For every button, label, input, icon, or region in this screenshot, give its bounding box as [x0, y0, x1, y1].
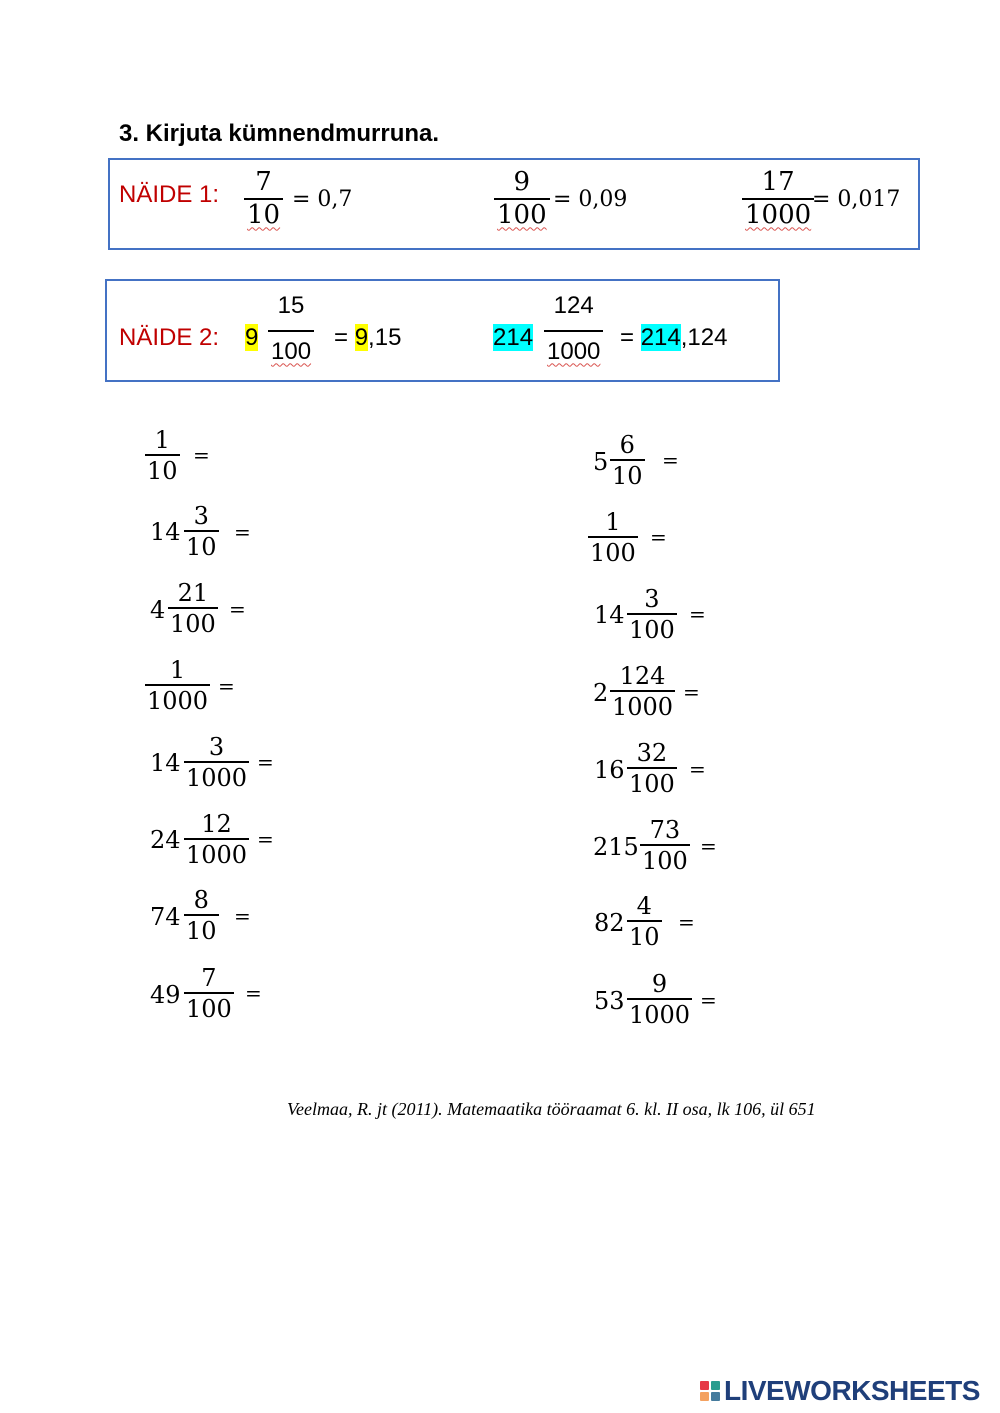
fraction: 1 10	[147, 426, 178, 485]
equals-sign: =	[650, 525, 667, 549]
example-2-fraction-2: 124 1000	[544, 294, 603, 364]
example-1-result-3: = 0,017	[812, 187, 901, 212]
example-1-fraction-3: 17 1000	[742, 169, 814, 228]
whole-number: 5	[593, 448, 609, 476]
logo-mark-icon	[700, 1381, 720, 1401]
whole-number: 14	[594, 601, 625, 629]
equals-sign: =	[229, 597, 246, 621]
exercise-title: 3. Kirjuta kümnendmurruna.	[119, 120, 440, 147]
fraction: 32 100	[629, 739, 675, 798]
whole-number: 14	[150, 749, 181, 777]
example-2-whole-1: 9	[245, 324, 259, 351]
whole-number: 82	[594, 909, 625, 937]
equals-sign: =	[245, 981, 262, 1005]
example-2-whole-2: 214	[493, 324, 534, 351]
fraction: 3 10	[186, 502, 217, 561]
source-citation: Veelmaa, R. jt (2011). Matemaatika tööraamat 6. kl. II osa, lk 106, ül 651	[287, 1099, 816, 1119]
equals-sign: =	[234, 904, 251, 928]
equals-sign: =	[683, 680, 700, 704]
fraction: 1 1000	[147, 656, 209, 715]
fraction: 21 100	[170, 579, 216, 638]
equals-sign: =	[257, 750, 274, 774]
equals-sign: =	[193, 443, 210, 467]
fraction: 3 1000	[186, 733, 248, 792]
fraction: 6 10	[612, 431, 643, 490]
whole-number: 14	[150, 518, 181, 546]
fraction: 8 10	[186, 886, 217, 945]
whole-number: 49	[150, 981, 181, 1009]
example-1-result-2: = 0,09	[553, 187, 628, 212]
fraction: 12 1000	[186, 810, 248, 869]
example-1-label: NÄIDE 1:	[119, 181, 220, 208]
equals-sign: =	[689, 757, 706, 781]
liveworksheets-logo[interactable]	[700, 1375, 980, 1407]
example-1-fraction-2: 9 100	[494, 169, 550, 228]
example-2-label: NÄIDE 2:	[119, 324, 220, 351]
equals-sign: =	[257, 827, 274, 851]
logo-text: LIVEWORKSHEETS	[724, 1375, 980, 1406]
equals-sign: =	[218, 674, 235, 698]
whole-number: 215	[593, 833, 639, 861]
equals-sign: =	[700, 988, 717, 1012]
equals-sign: =	[662, 448, 679, 472]
example-1-fraction-1: 7 10	[244, 169, 283, 228]
example-2-result-1: = 9,15	[334, 324, 402, 351]
fraction: 7 100	[186, 964, 232, 1023]
fraction: 73 100	[642, 816, 688, 875]
whole-number: 24	[150, 826, 181, 854]
example-2-result-2: = 214,124	[620, 324, 728, 351]
fraction: 4 10	[629, 892, 660, 951]
fraction: 3 100	[629, 585, 675, 644]
whole-number: 4	[150, 596, 166, 624]
example-2-fraction-1: 15 100	[268, 294, 314, 364]
equals-sign: =	[678, 910, 695, 934]
whole-number: 74	[150, 903, 181, 931]
fraction: 124 1000	[612, 662, 674, 721]
example-1-result-1: = 0,7	[292, 187, 353, 212]
fraction: 1 100	[590, 508, 636, 567]
whole-number: 2	[593, 679, 609, 707]
whole-number: 16	[594, 756, 625, 784]
fraction: 9 1000	[629, 970, 691, 1029]
equals-sign: =	[700, 834, 717, 858]
equals-sign: =	[234, 520, 251, 544]
whole-number: 53	[594, 987, 625, 1015]
equals-sign: =	[689, 602, 706, 626]
